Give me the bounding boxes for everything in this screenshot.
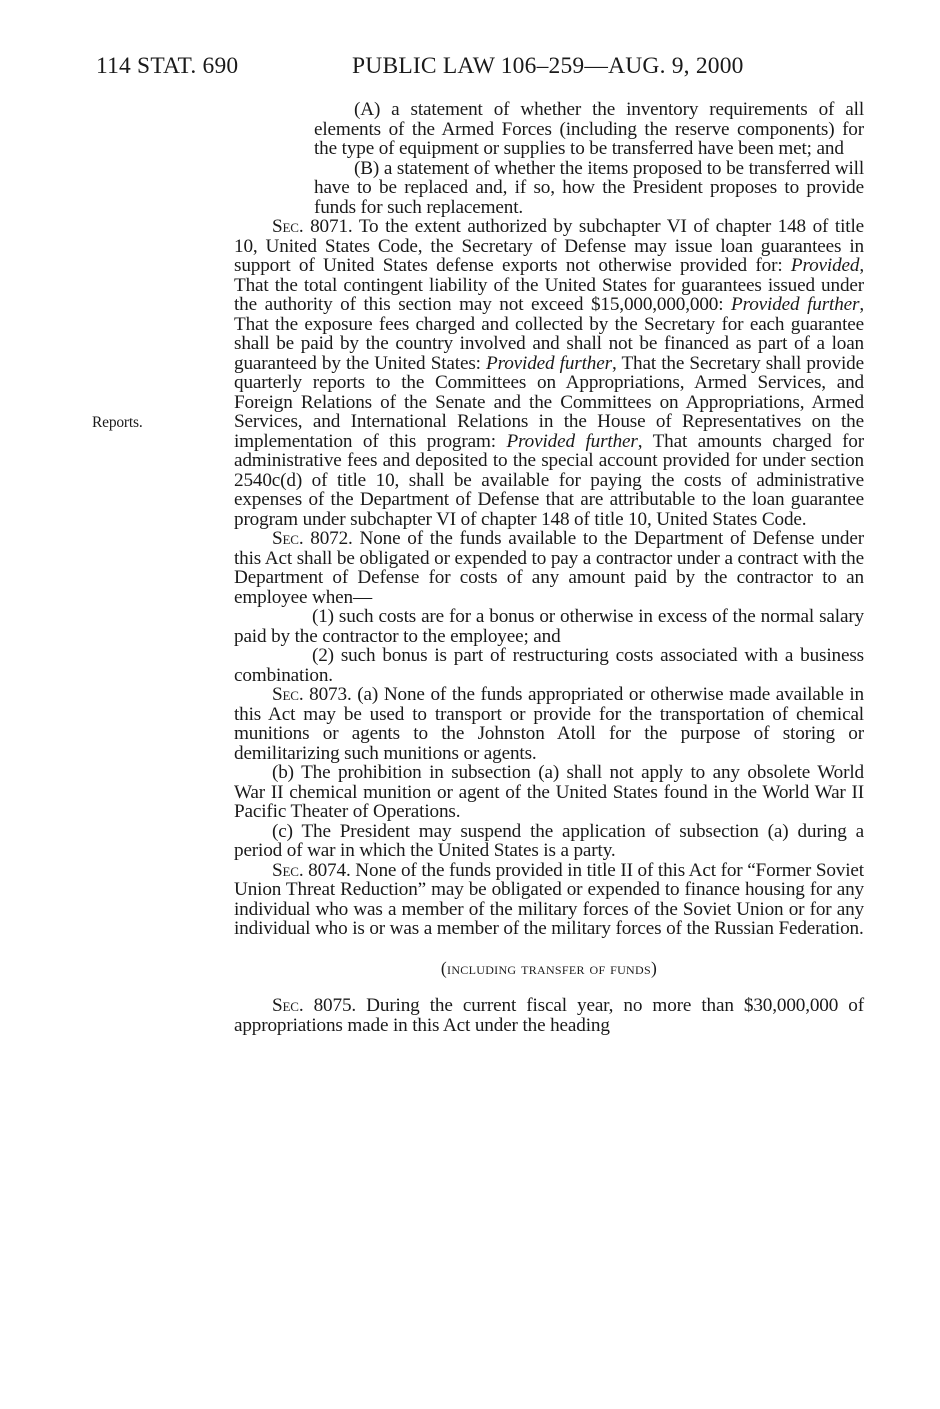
- section-8073-b: (b) The prohibition in subsection (a) shall not apply to any obsolete World War II chemical munition or agent of the United States found in the World War II Pacific Theater of Operations.: [234, 762, 864, 822]
- section-8072-item-2: (2) such bonus is part of restructuring costs associated with a business combination.: [234, 645, 864, 686]
- section-8072: Sec. 8072. None of the funds available to the Department of Defense under this Act shall be obligated or expended to pay a contractor under a contract with the Department of Defense for costs of any amount paid by the contractor to an employee when—: [234, 528, 864, 608]
- section-8072-item-1: (1) such costs are for a bonus or otherwise in excess of the normal salary paid by the contractor to the employee; and: [234, 606, 864, 647]
- sec-label: Sec.: [272, 995, 304, 1016]
- sec-number: 8073.: [309, 684, 352, 705]
- paragraph-b: (B) a statement of whether the items proposed to be transferred will have to be replaced and, if so, how the President proposes to provide funds for such replacement.: [314, 157, 864, 218]
- sec-number: 8075.: [313, 995, 357, 1016]
- sec-number: 8074.: [308, 859, 351, 881]
- margin-note-reports: Reports.: [92, 414, 143, 431]
- sec-label: Sec.: [272, 859, 304, 881]
- section-8071: Sec. 8071. To the extent authorized by subchapter VI of chapter 148 of title 10, United States Code, the Secretary of Defense may issue loan guarantees in support of United States defense exports not otherwise provided for: Provided, That the total contingent liability of the United States for guarantees issued under the authority of this section may not exceed $15,000,000,000: Provided further, That the exposure fees charged and collected by the Secretary for each guarantee shall be paid by the country involved and shall not be financed as part of a loan guaranteed by the United States: Provided further, That the Secretary shall provide quarterly reports to the Committees on Appropriations, Armed Services, and Foreign Relations of the Senate and the Committees on Appropriations, Armed Services, and International Relations in the House of Representatives on the implementation of this program: Provided further, That amounts charged for administrative fees and deposited to the special account provided for under section 2540c(d) of title 10, shall be available for paying the costs of administrative expenses of the Department of Defense that are attributable to the loan guarantee program under subchapter VI of chapter 148 of title 10, United States Code.: [234, 216, 865, 530]
- section-8073-c: (c) The President may suspend the application of subsection (a) during a period of war in which the United States is a party.: [234, 820, 864, 861]
- section-8075: Sec. 8075. During the current fiscal year, no more than $30,000,000 of appropriations made in this Act under the heading: [234, 995, 864, 1036]
- section-heading: (including transfer of funds): [440, 957, 658, 978]
- section-8074: Sec. 8074. None of the funds provided in title II of this Act for “Former Soviet Union Threat Reduction” may be obligated or expended to finance housing for any individual who was a member of the military forces of the Soviet Union or for any individual who is or was a member of the military forces of the Russian Federation.: [234, 859, 864, 939]
- sec-number: 8071.: [310, 216, 353, 237]
- section-8073-a: Sec. 8073. (a) None of the funds appropriated or otherwise made available in this Act may be used to transport or provide for the transportation of chemical munitions or agents to the Johnston Atoll for the purpose of storing or demilitarizing such munitions or agents.: [234, 684, 864, 764]
- sec-label: Sec.: [272, 216, 304, 237]
- sec-label: Sec.: [272, 684, 304, 705]
- document-body: [234, 100, 864, 1035]
- running-header: PUBLIC LAW 106–259—AUG. 9, 2000: [352, 53, 744, 79]
- stat-citation: 114 STAT. 690: [96, 53, 239, 79]
- paragraph-a: (A) a statement of whether the inventory requirements of all elements of the Armed Forces (including the reserve components) for the type of equipment or supplies to be transferred have been met; and: [314, 99, 864, 159]
- sec-number: 8072.: [310, 528, 353, 549]
- sec-label: Sec.: [272, 528, 304, 549]
